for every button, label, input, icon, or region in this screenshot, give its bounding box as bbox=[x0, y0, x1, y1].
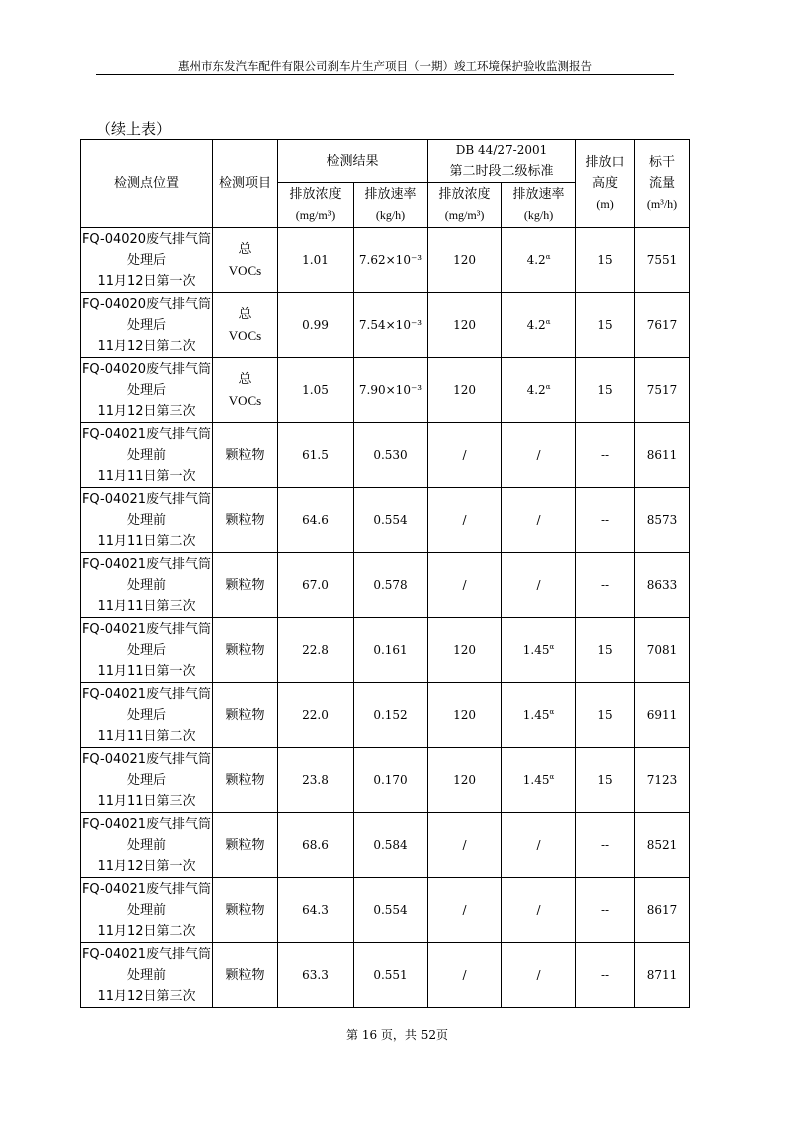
item-cell: 颗粒物 bbox=[213, 423, 278, 488]
table-row bbox=[81, 878, 690, 943]
std-conc-cell: / bbox=[428, 488, 502, 553]
header-standard-code: DB 44/27-2001 bbox=[455, 143, 548, 157]
subheader-std-conc: 排放浓度 (mg/m³) bbox=[428, 183, 502, 228]
header-location: 检测点位置 bbox=[81, 140, 213, 228]
location-cell: FQ-04021废气排气筒 处理前 11月11日第二次 bbox=[81, 488, 213, 553]
conc-cell: 61.5 bbox=[278, 423, 354, 488]
item-cell: 颗粒物 bbox=[213, 488, 278, 553]
footnote-mark: α bbox=[549, 772, 555, 781]
std-rate-cell: $1.45^\alpha$ bbox=[502, 618, 576, 683]
table-row bbox=[81, 488, 690, 553]
rate-cell: 0.170 bbox=[354, 748, 428, 813]
footnote-mark: α bbox=[545, 252, 551, 261]
location-cell: FQ-04021废气排气筒 处理前 11月12日第二次 bbox=[81, 878, 213, 943]
item-cell: 颗粒物 bbox=[213, 683, 278, 748]
location-cell: FQ-04020废气排气筒 处理后 11月12日第三次 bbox=[81, 358, 213, 423]
footnote-mark: α bbox=[549, 642, 555, 651]
rate-cell: 0.551 bbox=[354, 943, 428, 1008]
flow-cell: 7123 bbox=[635, 748, 690, 813]
height-cell: 15 bbox=[576, 228, 635, 293]
std-rate-cell: / bbox=[502, 553, 576, 618]
item-cell: 颗粒物 bbox=[213, 618, 278, 683]
std-rate-cell: / bbox=[502, 813, 576, 878]
location-cell: FQ-04021废气排气筒 处理前 11月11日第一次 bbox=[81, 423, 213, 488]
conc-cell: 1.01 bbox=[278, 228, 354, 293]
flow-cell: 7081 bbox=[635, 618, 690, 683]
conc-cell: 0.99 bbox=[278, 293, 354, 358]
location-cell: FQ-04021废气排气筒 处理后 11月11日第二次 bbox=[81, 683, 213, 748]
conc-cell: 22.8 bbox=[278, 618, 354, 683]
item-cell: 颗粒物 bbox=[213, 943, 278, 1008]
header-standard bbox=[428, 140, 576, 183]
monitoring-table bbox=[80, 139, 690, 1008]
report-header: 惠州市东发汽车配件有限公司刹车片生产项目（一期）竣工环境保护验收监测报告 bbox=[96, 58, 674, 75]
height-cell: -- bbox=[576, 813, 635, 878]
flow-cell: 7617 bbox=[635, 293, 690, 358]
std-rate-cell: $4.2^\alpha$ bbox=[502, 293, 576, 358]
table-row bbox=[81, 293, 690, 358]
subheader-conc: 排放浓度 (mg/m³) bbox=[278, 183, 354, 228]
std-conc-cell: / bbox=[428, 943, 502, 1008]
std-conc-cell: 120 bbox=[428, 358, 502, 423]
table-row bbox=[81, 618, 690, 683]
table-row bbox=[81, 813, 690, 878]
header-item: 检测项目 bbox=[213, 140, 278, 228]
rate-cell: 0.554 bbox=[354, 878, 428, 943]
std-conc-cell: / bbox=[428, 423, 502, 488]
conc-cell: 68.6 bbox=[278, 813, 354, 878]
height-cell: -- bbox=[576, 423, 635, 488]
std-rate-cell: $4.2^\alpha$ bbox=[502, 228, 576, 293]
rate-cell: 0.578 bbox=[354, 553, 428, 618]
std-rate-cell: / bbox=[502, 943, 576, 1008]
item-cell: 颗粒物 bbox=[213, 748, 278, 813]
item-cell: 颗粒物 bbox=[213, 553, 278, 618]
footnote-mark: α bbox=[545, 382, 551, 391]
rate-cell: 0.152 bbox=[354, 683, 428, 748]
flow-cell: 8617 bbox=[635, 878, 690, 943]
flow-cell: 7517 bbox=[635, 358, 690, 423]
table-row bbox=[81, 228, 690, 293]
std-rate-cell: $4.2^\alpha$ bbox=[502, 358, 576, 423]
flow-cell: 7551 bbox=[635, 228, 690, 293]
conc-cell: 64.3 bbox=[278, 878, 354, 943]
location-cell: FQ-04021废气排气筒 处理前 11月12日第一次 bbox=[81, 813, 213, 878]
std-rate-cell: / bbox=[502, 878, 576, 943]
height-cell: 15 bbox=[576, 293, 635, 358]
item-cell: 总 VOCs bbox=[213, 358, 278, 423]
rate-cell: 7.54×10⁻³ bbox=[354, 293, 428, 358]
std-conc-cell: 120 bbox=[428, 293, 502, 358]
conc-cell: 22.0 bbox=[278, 683, 354, 748]
std-conc-cell: 120 bbox=[428, 748, 502, 813]
rate-cell: 0.584 bbox=[354, 813, 428, 878]
subheader-std-rate: 排放速率 (kg/h) bbox=[502, 183, 576, 228]
flow-cell: 8633 bbox=[635, 553, 690, 618]
height-cell: -- bbox=[576, 943, 635, 1008]
item-cell: 总 VOCs bbox=[213, 293, 278, 358]
conc-cell: 67.0 bbox=[278, 553, 354, 618]
std-conc-cell: / bbox=[428, 553, 502, 618]
subheader-rate: 排放速率 (kg/h) bbox=[354, 183, 428, 228]
header-standard-name: 第二时段二级标准 bbox=[449, 164, 554, 179]
rate-cell: 7.62×10⁻³ bbox=[354, 228, 428, 293]
location-cell: FQ-04021废气排气筒 处理后 11月11日第三次 bbox=[81, 748, 213, 813]
height-cell: -- bbox=[576, 488, 635, 553]
item-cell: 总 VOCs bbox=[213, 228, 278, 293]
rate-cell: 0.161 bbox=[354, 618, 428, 683]
header-height: 排放口 高度 (m) bbox=[576, 140, 635, 228]
header-flow: 标干 流量 (m³/h) bbox=[635, 140, 690, 228]
flow-cell: 8611 bbox=[635, 423, 690, 488]
conc-cell: 63.3 bbox=[278, 943, 354, 1008]
std-conc-cell: / bbox=[428, 813, 502, 878]
height-cell: -- bbox=[576, 553, 635, 618]
item-cell: 颗粒物 bbox=[213, 813, 278, 878]
table-row bbox=[81, 423, 690, 488]
std-conc-cell: 120 bbox=[428, 618, 502, 683]
conc-cell: 1.05 bbox=[278, 358, 354, 423]
flow-cell: 6911 bbox=[635, 683, 690, 748]
footnote-mark: α bbox=[549, 707, 555, 716]
table-row bbox=[81, 553, 690, 618]
table-row bbox=[81, 943, 690, 1008]
std-rate-cell: $1.45^\alpha$ bbox=[502, 748, 576, 813]
rate-cell: 0.554 bbox=[354, 488, 428, 553]
continuation-label: （续上表） bbox=[96, 120, 172, 138]
height-cell: 15 bbox=[576, 683, 635, 748]
std-conc-cell: 120 bbox=[428, 683, 502, 748]
item-cell: 颗粒物 bbox=[213, 878, 278, 943]
location-cell: FQ-04021废气排气筒 处理后 11月11日第一次 bbox=[81, 618, 213, 683]
std-conc-cell: 120 bbox=[428, 228, 502, 293]
page-number: 第 16 页，共 52页 bbox=[346, 1028, 448, 1042]
height-cell: -- bbox=[576, 878, 635, 943]
location-cell: FQ-04020废气排气筒 处理后 11月12日第二次 bbox=[81, 293, 213, 358]
conc-cell: 64.6 bbox=[278, 488, 354, 553]
location-cell: FQ-04021废气排气筒 处理前 11月11日第三次 bbox=[81, 553, 213, 618]
height-cell: 15 bbox=[576, 618, 635, 683]
height-cell: 15 bbox=[576, 748, 635, 813]
std-conc-cell: / bbox=[428, 878, 502, 943]
flow-cell: 8521 bbox=[635, 813, 690, 878]
table-row bbox=[81, 683, 690, 748]
rate-cell: 0.530 bbox=[354, 423, 428, 488]
std-rate-cell: / bbox=[502, 488, 576, 553]
table-row bbox=[81, 358, 690, 423]
flow-cell: 8573 bbox=[635, 488, 690, 553]
location-cell: FQ-04021废气排气筒 处理前 11月12日第三次 bbox=[81, 943, 213, 1008]
std-rate-cell: / bbox=[502, 423, 576, 488]
conc-cell: 23.8 bbox=[278, 748, 354, 813]
table-row bbox=[81, 748, 690, 813]
location-cell: FQ-04020废气排气筒 处理后 11月12日第一次 bbox=[81, 228, 213, 293]
rate-cell: 7.90×10⁻³ bbox=[354, 358, 428, 423]
flow-cell: 8711 bbox=[635, 943, 690, 1008]
height-cell: 15 bbox=[576, 358, 635, 423]
footnote-mark: α bbox=[545, 317, 551, 326]
std-rate-cell: $1.45^\alpha$ bbox=[502, 683, 576, 748]
header-result: 检测结果 bbox=[278, 140, 428, 183]
